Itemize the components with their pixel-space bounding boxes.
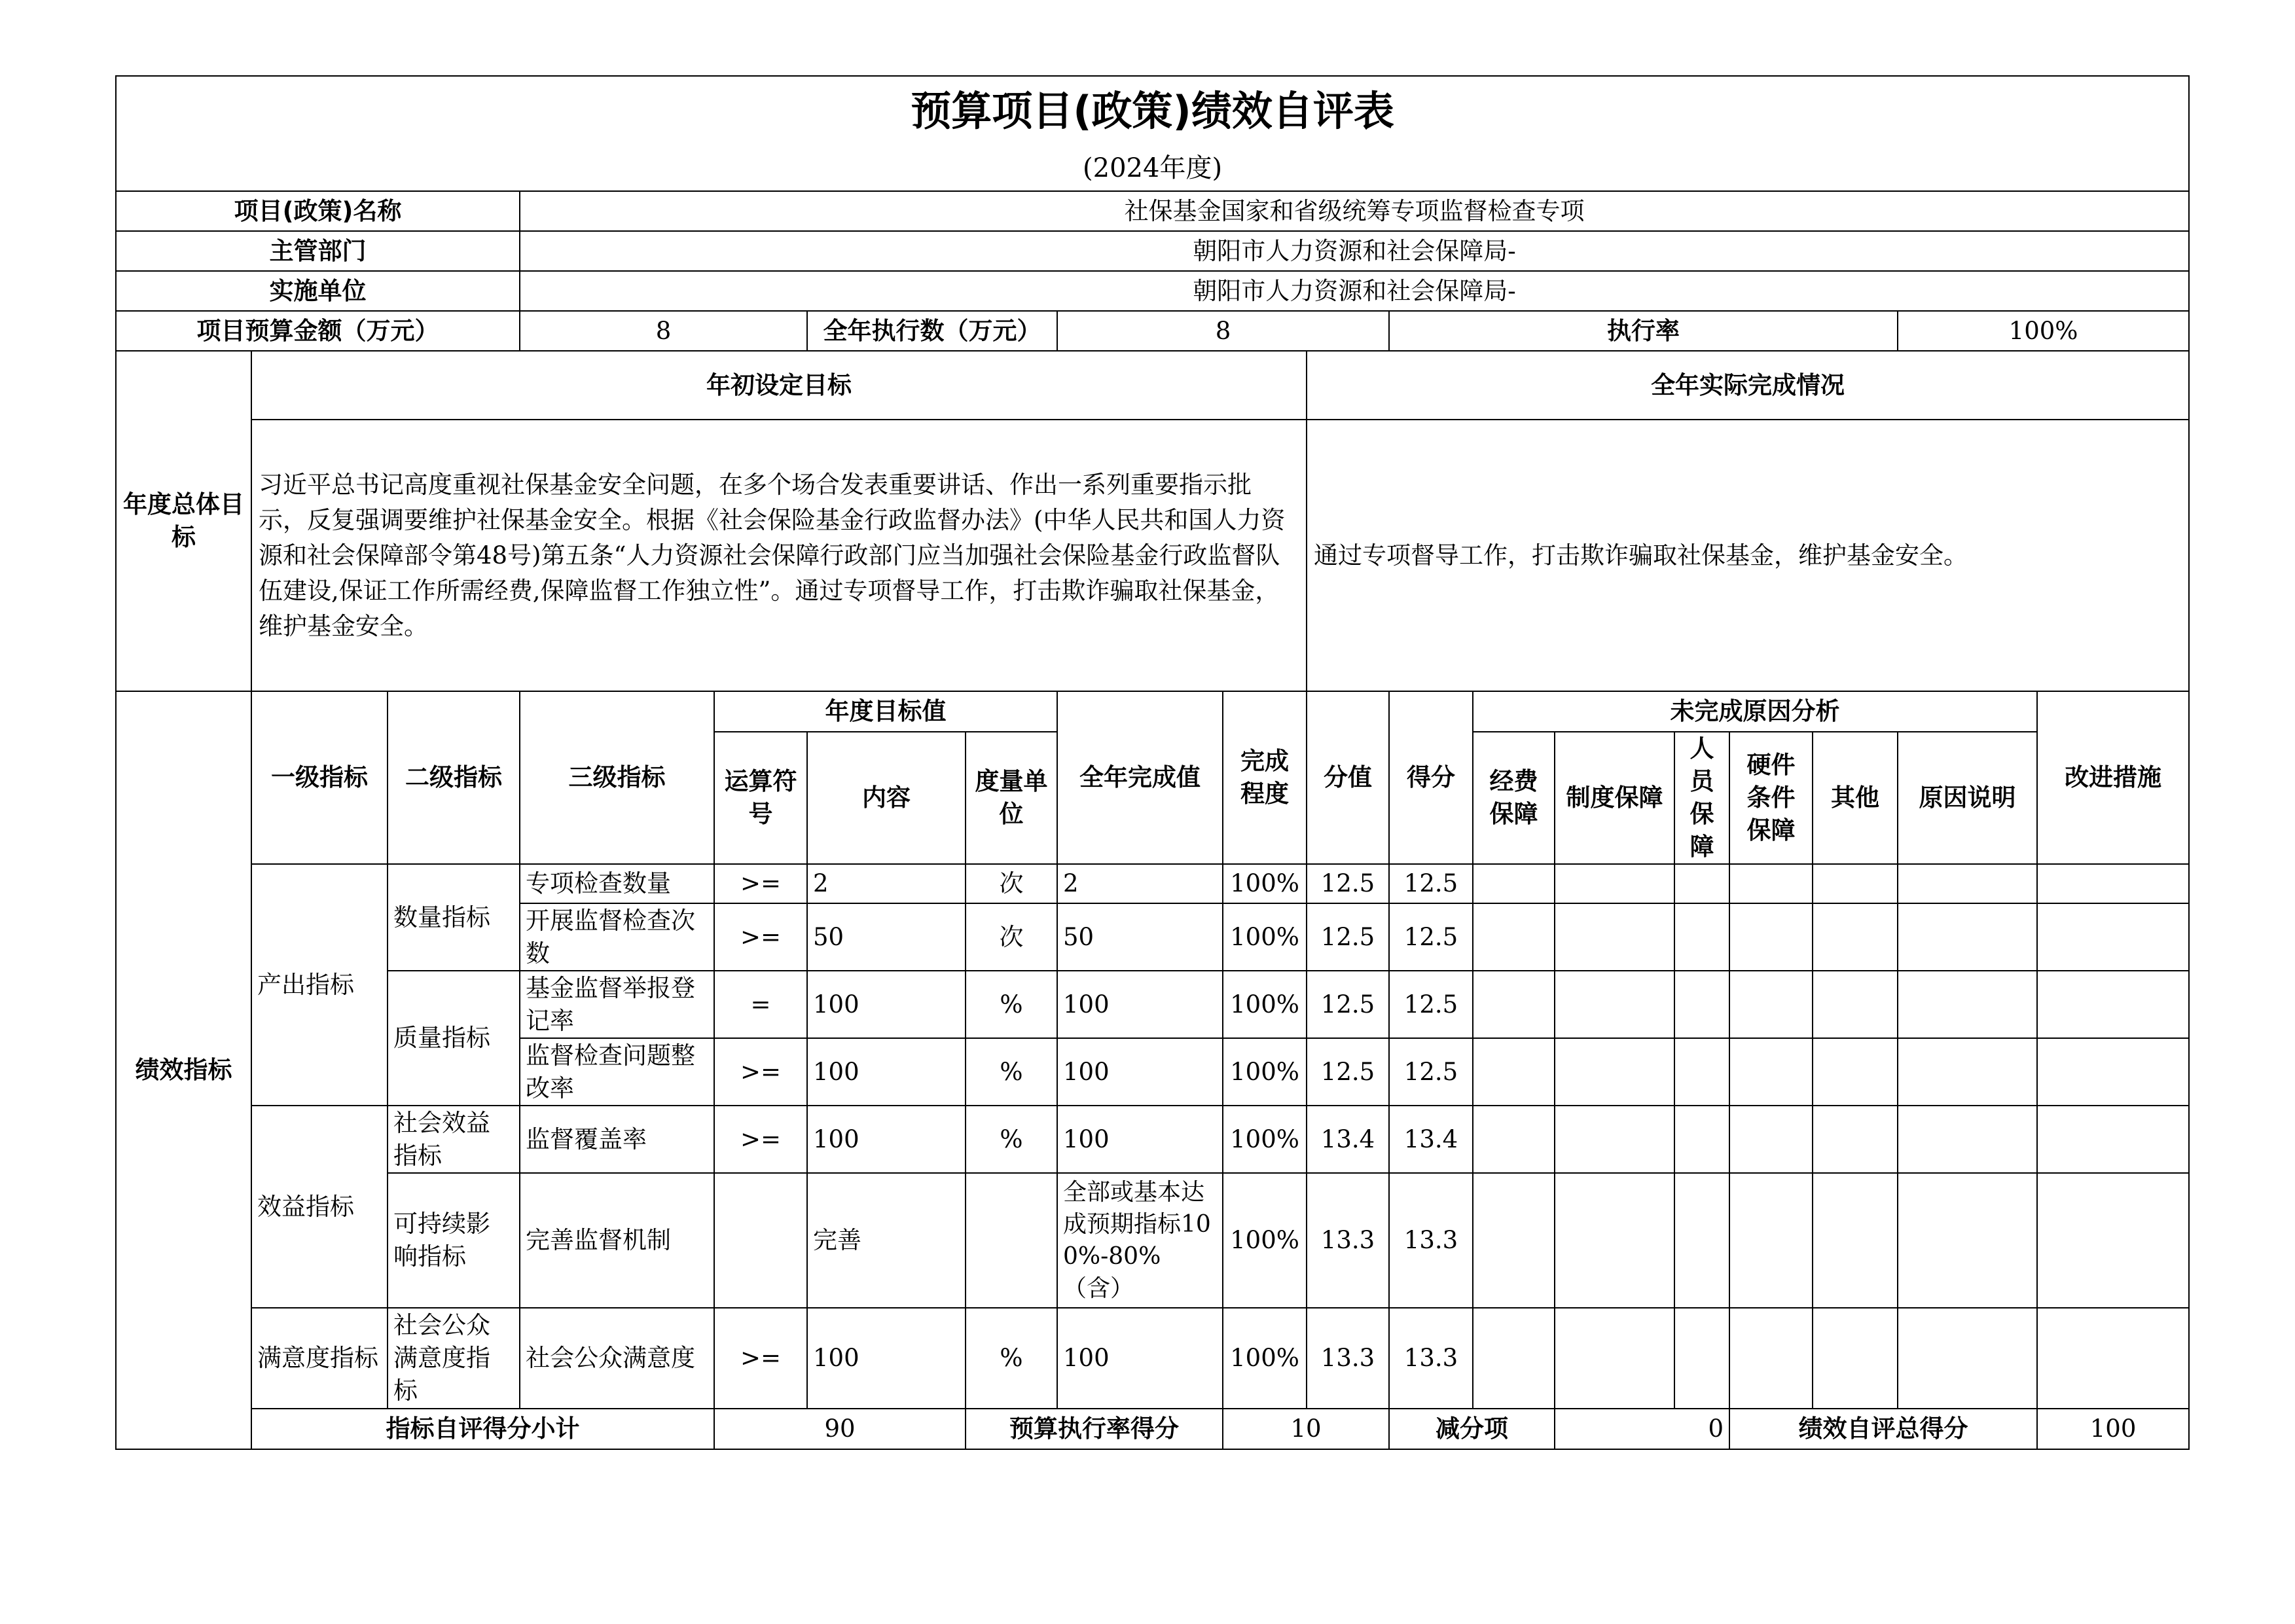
unit-label: 实施单位 <box>116 271 520 311</box>
measure-unit: % <box>966 1038 1057 1106</box>
score-value: 12.5 <box>1307 971 1389 1038</box>
operator: >= <box>714 1308 807 1409</box>
score: 13.4 <box>1389 1106 1473 1173</box>
operator <box>714 1173 807 1308</box>
annual-goal-label: 年度总体目标 <box>116 351 251 691</box>
target-content: 100 <box>807 1308 966 1409</box>
score: 13.3 <box>1389 1308 1473 1409</box>
exec-rate-value: 100% <box>1898 311 2189 351</box>
completion: 100% <box>1223 903 1307 971</box>
blank-cell <box>2037 1038 2189 1106</box>
indicator-name: 开展监督检查次数 <box>520 903 714 971</box>
score-value: 13.3 <box>1307 1308 1389 1409</box>
blank-cell <box>1473 1308 1555 1409</box>
blank-cell <box>1729 1106 1813 1173</box>
measure-unit <box>966 1173 1057 1308</box>
blank-cell <box>1729 1308 1813 1409</box>
goal-actual-text: 通过专项督导工作，打击欺诈骗取社保基金，维护基金安全。 <box>1307 420 2189 691</box>
indicator-name: 社会公众满意度 <box>520 1308 714 1409</box>
blank-cell <box>1473 864 1555 903</box>
unit-value: 朝阳市人力资源和社会保障局- <box>520 271 2189 311</box>
other-header: 其他 <box>1813 732 1898 864</box>
indicator-name: 专项检查数量 <box>520 864 714 903</box>
reason-desc-header: 原因说明 <box>1898 732 2037 864</box>
score: 12.5 <box>1389 903 1473 971</box>
blank-cell <box>1729 864 1813 903</box>
operator-header: 运算符号 <box>714 732 807 864</box>
reason-group-header: 未完成原因分析 <box>1473 691 2037 732</box>
blank-cell <box>1813 864 1898 903</box>
blank-cell <box>2037 1308 2189 1409</box>
blank-cell <box>2037 903 2189 971</box>
blank-cell <box>1813 1173 1898 1308</box>
operator: >= <box>714 903 807 971</box>
department-label: 主管部门 <box>116 231 520 271</box>
blank-cell <box>1555 1308 1674 1409</box>
completion: 100% <box>1223 1106 1307 1173</box>
indicator-name: 监督检查问题整改率 <box>520 1038 714 1106</box>
benefit-indicator: 效益指标 <box>251 1106 388 1308</box>
indicator-name: 完善监督机制 <box>520 1173 714 1308</box>
actual-value: 100 <box>1057 1106 1223 1173</box>
deduct-label: 减分项 <box>1389 1409 1555 1449</box>
deduct-value: 0 <box>1555 1409 1729 1449</box>
blank-cell <box>1898 1106 2037 1173</box>
blank-cell <box>1473 1173 1555 1308</box>
target-content: 50 <box>807 903 966 971</box>
measure-unit: % <box>966 971 1057 1038</box>
blank-cell <box>1729 1038 1813 1106</box>
blank-cell <box>1555 903 1674 971</box>
blank-cell <box>2037 864 2189 903</box>
goal-set-text: 习近平总书记高度重视社保基金安全问题，在多个场合发表重要讲话、作出一系列重要指示批示，反复强调要维护社保基金安全。根据《社会保险基金行政监督办法》(中华人民共和国人力资源和社会保障部令第48号)第五条“人力资源社会保障行政部门应当加强社会保险基金行政监督队伍建设,保证工作所需经费,保障监督工作独立性”。通过专项督导工作，打击欺诈骗取社保基金，维护基金安全。 <box>251 420 1307 691</box>
blank-cell <box>1674 1173 1729 1308</box>
operator: >= <box>714 1038 807 1106</box>
level1-header: 一级指标 <box>251 691 388 864</box>
score-value: 12.5 <box>1307 864 1389 903</box>
budget-value: 8 <box>520 311 807 351</box>
target-content: 完善 <box>807 1173 966 1308</box>
blank-cell <box>1729 1173 1813 1308</box>
project-name-value: 社保基金国家和省级统筹专项监督检查专项 <box>520 191 2189 231</box>
completion: 100% <box>1223 971 1307 1038</box>
blank-cell <box>1898 1308 2037 1409</box>
blank-cell <box>1674 971 1729 1038</box>
blank-cell <box>1555 864 1674 903</box>
measure-unit: % <box>966 1308 1057 1409</box>
blank-cell <box>1729 903 1813 971</box>
measure-unit: 次 <box>966 903 1057 971</box>
operator: = <box>714 971 807 1038</box>
operator: >= <box>714 1106 807 1173</box>
target-content: 2 <box>807 864 966 903</box>
unit-header: 度量单位 <box>966 732 1057 864</box>
actual-value: 50 <box>1057 903 1223 971</box>
completion-header: 完成程度 <box>1223 691 1307 864</box>
blank-cell <box>1813 971 1898 1038</box>
target-content: 100 <box>807 1106 966 1173</box>
indicator-name: 基金监督举报登记率 <box>520 971 714 1038</box>
score-value: 12.5 <box>1307 1038 1389 1106</box>
score-value: 13.4 <box>1307 1106 1389 1173</box>
funding-header: 经费保障 <box>1473 732 1555 864</box>
exec-score-label: 预算执行率得分 <box>966 1409 1223 1449</box>
measure-unit: % <box>966 1106 1057 1173</box>
exec-score-value: 10 <box>1223 1409 1389 1449</box>
performance-self-evaluation-table <box>115 75 2190 1450</box>
actual-value: 100 <box>1057 1038 1223 1106</box>
completion: 100% <box>1223 864 1307 903</box>
actual-value: 全部或基本达成预期指标100%-80%（含） <box>1057 1173 1223 1308</box>
blank-cell <box>1674 1308 1729 1409</box>
blank-cell <box>1813 1308 1898 1409</box>
blank-cell <box>2037 1173 2189 1308</box>
social-benefit-indicator: 社会效益指标 <box>388 1106 520 1173</box>
blank-cell <box>1729 971 1813 1038</box>
actual-header: 全年完成值 <box>1057 691 1223 864</box>
report-year: (2024年度) <box>116 145 2189 191</box>
score: 13.3 <box>1389 1173 1473 1308</box>
project-name-label: 项目(政策)名称 <box>116 191 520 231</box>
completion: 100% <box>1223 1173 1307 1308</box>
score: 12.5 <box>1389 971 1473 1038</box>
perf-indicators-label: 绩效指标 <box>116 691 251 1449</box>
system-header: 制度保障 <box>1555 732 1674 864</box>
blank-cell <box>1674 903 1729 971</box>
score-value: 13.3 <box>1307 1173 1389 1308</box>
blank-cell <box>1473 1106 1555 1173</box>
sustainable-impact-indicator: 可持续影响指标 <box>388 1173 520 1308</box>
content-header: 内容 <box>807 732 966 864</box>
blank-cell <box>1813 903 1898 971</box>
blank-cell <box>1898 971 2037 1038</box>
blank-cell <box>1813 1038 1898 1106</box>
actual-value: 100 <box>1057 1308 1223 1409</box>
measure-unit: 次 <box>966 864 1057 903</box>
indicator-name: 监督覆盖率 <box>520 1106 714 1173</box>
score: 12.5 <box>1389 1038 1473 1106</box>
quality-indicator: 质量指标 <box>388 971 520 1106</box>
blank-cell <box>1898 1038 2037 1106</box>
department-value: 朝阳市人力资源和社会保障局- <box>520 231 2189 271</box>
budget-label: 项目预算金额（万元） <box>116 311 520 351</box>
target-content: 100 <box>807 971 966 1038</box>
blank-cell <box>1473 1038 1555 1106</box>
executed-label: 全年执行数（万元） <box>807 311 1057 351</box>
blank-cell <box>1555 1038 1674 1106</box>
target-content: 100 <box>807 1038 966 1106</box>
blank-cell <box>1898 903 2037 971</box>
goal-set-header: 年初设定目标 <box>251 351 1307 420</box>
satisfaction-indicator: 满意度指标 <box>251 1308 388 1409</box>
target-group-header: 年度目标值 <box>714 691 1057 732</box>
exec-rate-label: 执行率 <box>1389 311 1898 351</box>
score-header: 得分 <box>1389 691 1473 864</box>
blank-cell <box>1555 1106 1674 1173</box>
score-value: 12.5 <box>1307 903 1389 971</box>
staff-header: 人员保障 <box>1674 732 1729 864</box>
improve-header: 改进措施 <box>2037 691 2189 864</box>
blank-cell <box>1674 864 1729 903</box>
blank-cell <box>1674 1106 1729 1173</box>
hardware-header: 硬件条件保障 <box>1729 732 1813 864</box>
score: 12.5 <box>1389 864 1473 903</box>
subtotal-value: 90 <box>714 1409 966 1449</box>
goal-actual-header: 全年实际完成情况 <box>1307 351 2189 420</box>
public-satisfaction-indicator: 社会公众满意度指标 <box>388 1308 520 1409</box>
level2-header: 二级指标 <box>388 691 520 864</box>
blank-cell <box>1555 1173 1674 1308</box>
total-label: 绩效自评总得分 <box>1729 1409 2037 1449</box>
blank-cell <box>1898 1173 2037 1308</box>
blank-cell <box>2037 1106 2189 1173</box>
blank-cell <box>1555 971 1674 1038</box>
blank-cell <box>1674 1038 1729 1106</box>
actual-value: 100 <box>1057 971 1223 1038</box>
output-indicator: 产出指标 <box>251 864 388 1106</box>
completion: 100% <box>1223 1038 1307 1106</box>
subtotal-label: 指标自评得分小计 <box>251 1409 714 1449</box>
blank-cell <box>1898 864 2037 903</box>
score-value-header: 分值 <box>1307 691 1389 864</box>
operator: >= <box>714 864 807 903</box>
quantity-indicator: 数量指标 <box>388 864 520 971</box>
executed-value: 8 <box>1057 311 1389 351</box>
blank-cell <box>1813 1106 1898 1173</box>
blank-cell <box>1473 971 1555 1038</box>
total-value: 100 <box>2037 1409 2189 1449</box>
blank-cell <box>1473 903 1555 971</box>
page-title: 预算项目(政策)绩效自评表 <box>116 76 2189 145</box>
blank-cell <box>2037 971 2189 1038</box>
level3-header: 三级指标 <box>520 691 714 864</box>
actual-value: 2 <box>1057 864 1223 903</box>
completion: 100% <box>1223 1308 1307 1409</box>
